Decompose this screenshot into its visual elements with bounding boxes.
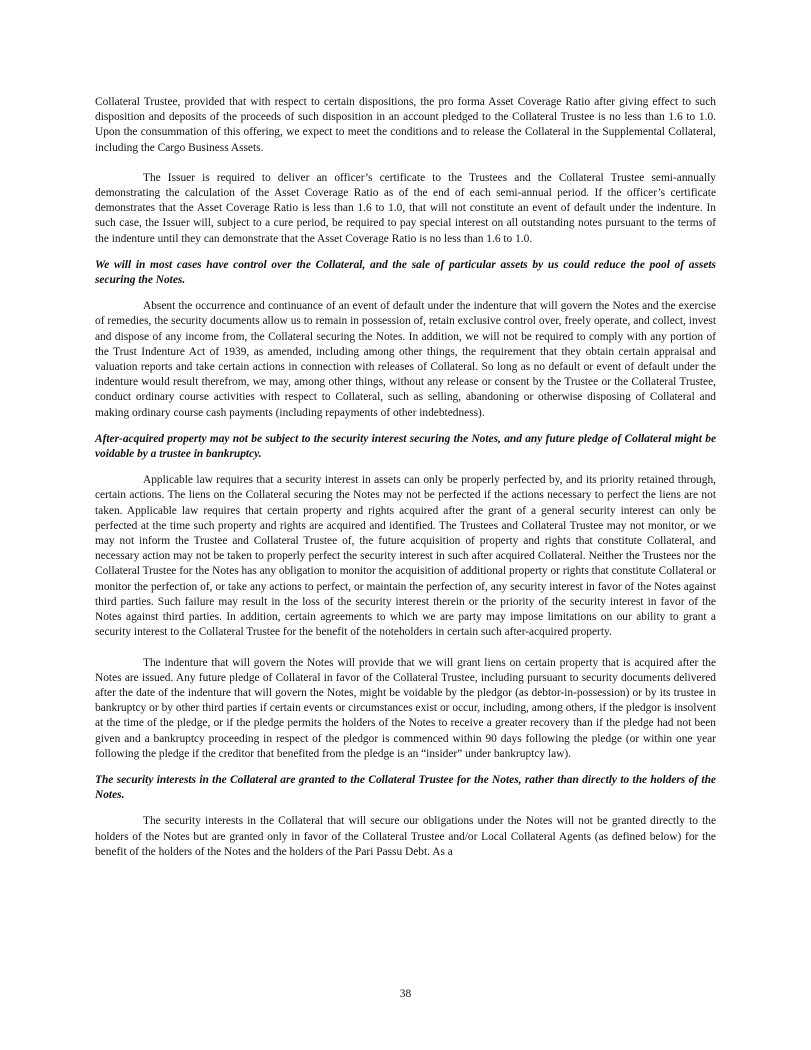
page-number: 38 [399,988,412,1000]
paragraph-officers-certificate: The Issuer is required to deliver an officer’s certificate to the Trustees and the Collateral Trustee semi-annually demonstrating the calculation of the Asset Coverage Ratio as of the end of each semi-annual period. If the officer’s certificate demonstrates that the Asset Coverage Ratio is less than 1.6 to 1.0, that will not constitute an event of default under the indenture. In such case, the Issuer will, subject to a cure period, be required to pay special interest on all outstanding notes pursuant to the terms of the indenture until they can demonstrate that the Asset Coverage Ratio is no less than 1.6 to 1.0. [95,171,716,245]
paragraph-security-interests-not-direct: The security interests in the Collateral that will secure our obligations under the Notes will not be granted directly to the holders of the Notes but are granted only in favor of the Collateral Trustee and/or Local Collateral Agents (as defined below) for the benefit of the holders of the Notes and the holders of the Pari Passu Debt. As a [95,815,716,858]
heading-security-interests-granted-to-trustee: The security interests in the Collateral are granted to the Collateral Trustee for the Notes, rather than directly to the holders of the Notes. [95,773,716,802]
heading-control-over-collateral: We will in most cases have control over the Collateral, and the sale of particular assets by us could reduce the pool of assets securing the Notes. [95,258,716,287]
document-page [95,95,716,860]
paragraph-collateral-release: Collateral Trustee, provided that with respect to certain dispositions, the pro forma Asset Coverage Ratio after giving effect to such disposition and deposits of the proceeds of such disposition in an account pledged to the Collateral Trustee is no less than 1.6 to 1.0. Upon the consummation of this offering, we expect to meet the conditions and to release the Collateral in the Supplemental Collateral, including the Cargo Business Assets. [95,96,716,154]
paragraph-future-pledge-voidable: The indenture that will govern the Notes will provide that we will grant liens on certain property that is acquired after the Notes are issued. Any future pledge of Collateral in favor of the Collateral Trustee, including pursuant to security documents delivered after the date of the indenture that will govern the Notes, might be voidable by the pledgor (as debtor-in-possession) or by its trustee in bankruptcy or by other third parties if certain events or circumstances exist or occur, including, among others, if the pledgor is insolvent at the time of the pledge, or if the pledge permits the holders of the Notes to receive a greater recovery than if the pledge had not been given and a bankruptcy proceeding in respect of the pledgor is commenced within 90 days following the pledge (or within one year following the pledge if the creditor that benefited from the pledge is an “insider” under bankruptcy law). [95,656,716,760]
paragraph-possession-of-collateral: Absent the occurrence and continuance of an event of default under the indenture that will govern the Notes and the exercise of remedies, the security documents allow us to remain in possession of, retain exclusive control over, freely operate, and collect, invest and dispose of any income from, the Collateral securing the Notes. In addition, we will not be required to comply with any portion of the Trust Indenture Act of 1939, as amended, including among other things, the requirement that they obtain certain appraisal and valuation reports and take certain actions in connection with releases of Collateral. So long as no default or event of default under the indenture would result therefrom, we may, among other things, without any release or consent by the Trustee or the Collateral Trustee, conduct ordinary course activities with respect to Collateral, such as selling, abandoning or otherwise disposing of Collateral and making ordinary course cash payments (including repayments of other indebtedness). [95,300,716,419]
heading-after-acquired-property: After-acquired property may not be subject to the security interest securing the Notes, and any future pledge of Collateral might be voidable by a trustee in bankruptcy. [95,432,716,461]
paragraph-perfection-of-liens: Applicable law requires that a security interest in assets can only be properly perfected by, and its priority retained through, certain actions. The liens on the Collateral securing the Notes may not be perfected if the actions necessary to perfect the liens are not taken. Applicable law requires that certain property and rights acquired after the grant of a general security interest can only be perfected at the time such property and rights are acquired and identified. The Trustees and Collateral Trustee may not monitor, or we may not inform the Trustee and Collateral Trustee of, the future acquisition of property and rights that constitute Collateral, and necessary action may not be taken to properly perfect the security interest in such after acquired Collateral. Neither the Trustees nor the Collateral Trustee for the Notes has any obligation to monitor the acquisition of additional property or rights that constitute Collateral or monitor the perfection of, or take any actions to perfect, or maintain the perfection of, any security interest in favor of the Notes against third parties. Such failure may result in the loss of the security interest therein or the priority of the security interest in favor of the Notes against third parties. In addition, certain agreements to which we are party may impose limitations on our ability to grant a security interest to the Collateral Trustee for the benefit of the noteholders in certain such after-acquired property. [95,474,716,639]
